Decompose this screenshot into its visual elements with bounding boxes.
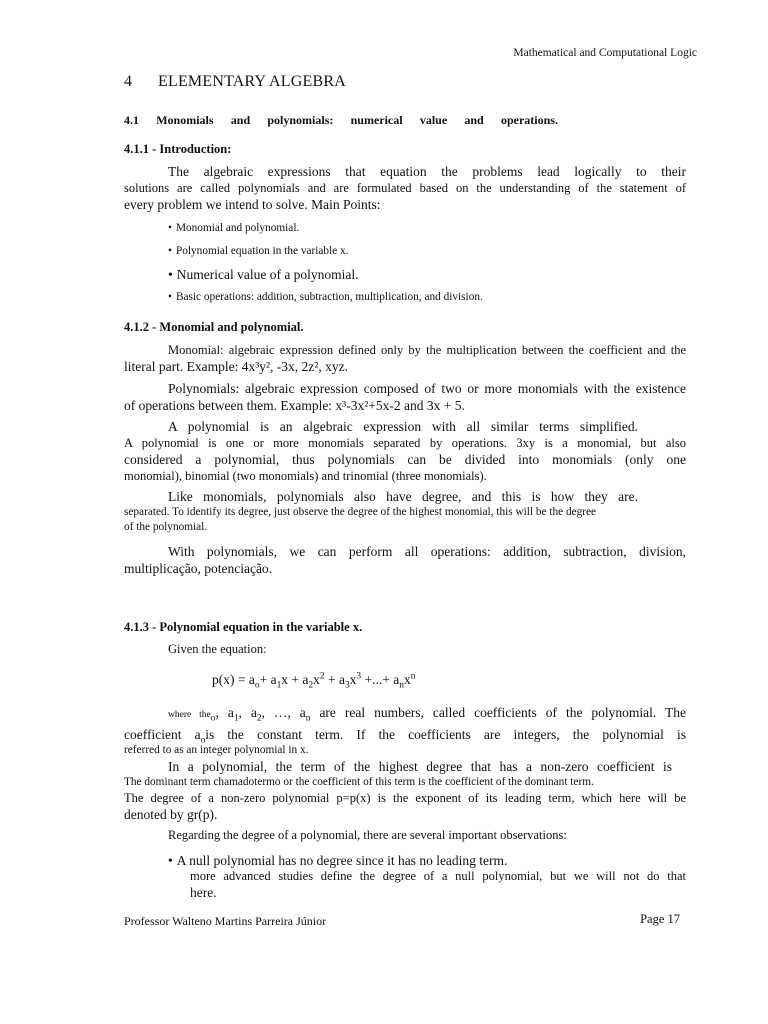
section-word: and [230, 113, 251, 127]
formula-subscript: o [254, 680, 260, 691]
text-line: A polynomial is one or more monomials separated by operations. 3xy is a monomial, but also [124, 436, 686, 450]
text-line: every problem we intend to solve. Main Points: [124, 197, 381, 212]
bullet-icon: • [168, 267, 173, 282]
list-item-text: Monomial and polynomial. [175, 222, 300, 234]
formula-subscript: o [210, 713, 216, 724]
algebraic-expression-paragraph [124, 418, 686, 484]
formula-superscript: 2 [319, 671, 325, 682]
degree-paragraph [124, 488, 686, 535]
formula-part: x [403, 672, 411, 687]
section-word: polynomials: [267, 113, 334, 127]
text-fragment: are real numbers, called coefficients of the polynomial. The [310, 705, 686, 720]
degree-definition-paragraph [124, 790, 686, 823]
subsection-heading-polynomial-equation: 4.1.3 - Polynomial equation in the variable x. [124, 620, 363, 634]
formula-subscript: 1 [233, 713, 239, 724]
list-item-text: Polynomial equation in the variable x. [175, 245, 349, 257]
polynomial-paragraph [124, 380, 686, 414]
section-word: Monomials [156, 113, 214, 127]
polynomial-formula [212, 671, 416, 691]
formula-part: + a [259, 672, 277, 687]
text-line: of operations between them. Example: x³-3x²+5x-2 and 3x + 5. [124, 398, 465, 413]
list-item-text: Basic operations: addition, subtraction, multiplication, and division. [175, 291, 483, 303]
text-line: literal part. Example: 4x³y², -3x, 2z², xyz. [124, 359, 348, 374]
text-line: multiplicação, potenciação. [124, 561, 273, 576]
formula-part: + a [324, 672, 345, 687]
text-line: Like monomials, polynomials also have degree, and this is how they are. [168, 489, 638, 504]
text-line: A polynomial is an algebraic expression with all similar terms simplified. [168, 419, 638, 434]
operations-paragraph [124, 543, 686, 577]
text-line: considered a polynomial, thus polynomials can be divided into monomials (only one [124, 452, 686, 467]
list-item-text: Numerical value of a polynomial. [176, 267, 359, 282]
formula-subscript: 3 [344, 680, 350, 691]
text-fragment: , a [215, 705, 234, 720]
text-fragment: where the [168, 710, 211, 720]
formula-subscript: 1 [276, 680, 282, 691]
section-word: operations. [500, 113, 558, 127]
text-line: Polynomials: algebraic expression composed of two or more monomials with the existence [168, 381, 686, 396]
leading-term-paragraph [124, 758, 686, 790]
text-line: separated. To identify its degree, just observe the degree of the highest monomial, this will be the degree [124, 506, 597, 518]
subsection-heading-monomial: 4.1.2 - Monomial and polynomial. [124, 320, 304, 334]
subsection-heading-introduction: 4.1.1 - Introduction: [124, 142, 232, 156]
formula-part: x [349, 672, 357, 687]
text-line: here. [190, 885, 217, 900]
formula-part: +...+ a [361, 672, 400, 687]
section-word: and [464, 113, 484, 127]
text-line: solutions are called polynomials and are formulated based on the understanding of the statement of [124, 181, 686, 195]
text-line [124, 726, 686, 746]
text-line: denoted by gr(p). [124, 807, 218, 822]
monomial-paragraph [124, 342, 686, 375]
text-line: monomial), binomial (two monomials) and trinomial (three monomials). [124, 469, 487, 483]
text-line: The algebraic expressions that equation the problems lead logically to their [168, 164, 686, 179]
list-item [168, 244, 349, 259]
chapter-number: 4 [124, 73, 133, 90]
bullet-icon: • [168, 245, 172, 257]
text-fragment: is the constant term. If the coefficients are integers, the polynomial is [205, 727, 686, 742]
list-item [168, 266, 359, 283]
section-word: numerical [350, 113, 403, 127]
null-polynomial-note [190, 868, 686, 901]
list-item [168, 221, 299, 236]
text-line: Monomial: algebraic expression defined only by the multiplication between the coefficient and the [168, 343, 686, 357]
text-line [124, 704, 686, 726]
running-header: Mathematical and Computational Logic [513, 47, 697, 59]
section-heading [124, 113, 558, 128]
list-item-text: A null polynomial has no degree since it has no leading term. [176, 853, 508, 868]
section-word: value [419, 113, 448, 127]
formula-part: x [313, 672, 320, 687]
formula-part: x + a [281, 672, 309, 687]
formula-superscript: n [410, 671, 416, 682]
given-text: Given the equation: [168, 642, 267, 656]
bullet-icon: • [168, 222, 172, 234]
formula-subscript: 2 [308, 680, 314, 691]
formula-subscript: 2 [256, 713, 262, 724]
chapter-title [124, 73, 346, 91]
formula-part: p(x) = a [212, 672, 255, 687]
list-item [168, 852, 507, 869]
coefficients-paragraph [124, 704, 686, 758]
text-line: of the polynomial. [124, 521, 208, 533]
formula-superscript: 3 [356, 671, 362, 682]
text-fragment: , a [238, 705, 257, 720]
list-item [168, 290, 483, 305]
footer-author: Professor Walteno Martins Parreira Júnior [124, 914, 327, 928]
section-number: 4.1 [124, 113, 139, 127]
bullet-icon: • [168, 291, 172, 303]
page-number: Page 17 [640, 912, 680, 926]
bullet-icon: • [168, 853, 173, 868]
formula-subscript: n [305, 713, 311, 724]
text-line: The dominant term chamadotermo or the coefficient of this term is the coefficient of the dominant term. [124, 776, 594, 788]
text-line: more advanced studies define the degree of a null polynomial, but we will not do that [190, 869, 686, 883]
text-fragment: , …, a [261, 705, 306, 720]
text-fragment: coefficient a [124, 727, 201, 742]
text-line: referred to as an integer polynomial in x. [124, 744, 309, 756]
formula-subscript: o [200, 735, 206, 746]
text-line: The degree of a non-zero polynomial p=p(x) is the exponent of its leading term, which here will be [124, 791, 686, 805]
text-line: With polynomials, we can perform all operations: addition, subtraction, division, [168, 544, 686, 559]
formula-subscript: n [399, 680, 404, 691]
text-line: In a polynomial, the term of the highest degree that has a non-zero coefficient is [168, 759, 672, 774]
observations-intro: Regarding the degree of a polynomial, there are several important observations: [168, 828, 567, 842]
intro-paragraph [124, 163, 686, 213]
chapter-name: ELEMENTARY ALGEBRA [158, 73, 346, 90]
